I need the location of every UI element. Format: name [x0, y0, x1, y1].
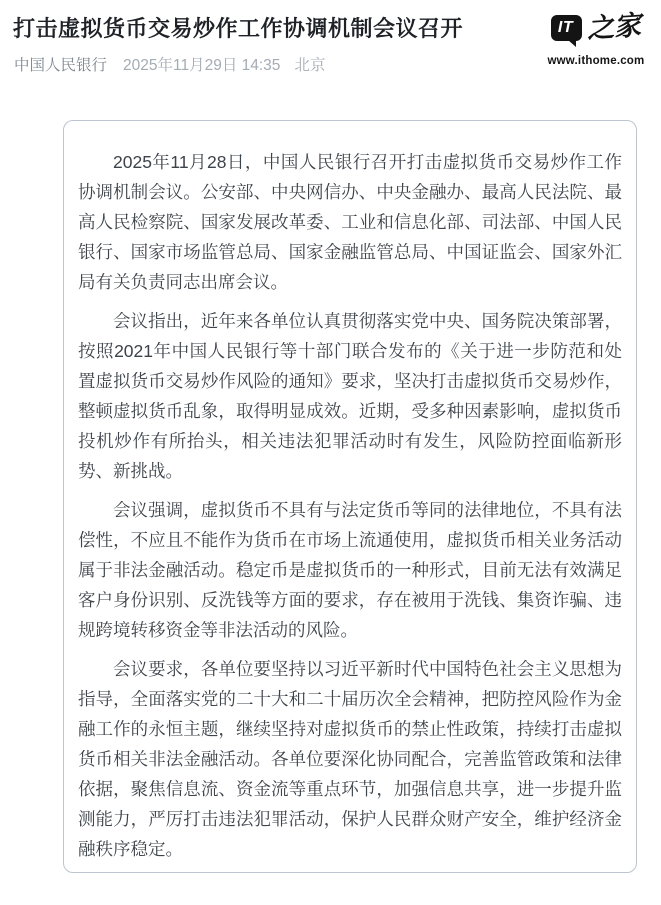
- ithome-logo-it-text: IT: [557, 19, 574, 36]
- ithome-speech-bubble-icon: [551, 15, 582, 41]
- article-paragraph-3: 会议强调，虚拟货币不具有与法定货币等同的法律地位，不具有法偿性，不应且不能作为货币在市场上流通使用，虚拟货币相关业务活动属于非法金融活动。稳定币是虚拟货币的一种形式，目前无法有效满足客户身份识别、反洗钱等方面的要求，存在被用于洗钱、集资诈骗、违规跨境转移资金等非法活动的风险。: [78, 500, 622, 640]
- ithome-logo[interactable]: [544, 12, 648, 67]
- page-title: 打击虚拟货币交易炒作工作协调机制会议召开: [13, 16, 464, 41]
- byline-source: 中国人民银行: [14, 57, 108, 74]
- article-paragraph-4: 会议要求，各单位要坚持以习近平新时代中国特色社会主义思想为指导，全面落实党的二十大和二十届历次全会精神，把防控风险作为金融工作的永恒主题，继续坚持对虚拟货币的禁止性政策，持续打击虚拟货币相关非法金融活动。各单位要深化协同配合，完善监管政策和法律依据，聚焦信息流、资金流等重点环节，加强信息共享，进一步提升监测能力，严厉打击违法犯罪活动，保护人民群众财产安全，维护经济金融秩序稳定。: [78, 659, 622, 859]
- article-body: [63, 120, 637, 873]
- ithome-logo-mark: [544, 12, 648, 48]
- ithome-logo-zhijia-text: 之家: [585, 10, 642, 45]
- byline-location: 北京: [294, 57, 326, 74]
- article-header: [0, 0, 661, 76]
- article-paragraph-2: 会议指出，近年来各单位认真贯彻落实党中央、国务院决策部署，按照2021年中国人民银行等十部门联合发布的《关于进一步防范和处置虚拟货币交易炒作风险的通知》要求，坚决打击虚拟货币交易炒作，整顿虚拟货币乱象，取得明显成效。近期，受多种因素影响，虚拟货币投机炒作有所抬头，相关违法犯罪活动时有发生，风险防控面临新形势、新挑战。: [78, 311, 622, 481]
- ithome-site-url[interactable]: www.ithome.com: [547, 55, 645, 67]
- article-paragraph-1: 2025年11月28日，中国人民银行召开打击虚拟货币交易炒作工作协调机制会议。公安部、中央网信办、中央金融办、最高人民法院、最高人民检察院、国家发展改革委、工业和信息化部、司法部、中国人民银行、国家市场监管总局、国家金融监管总局、中国证监会、国家外汇局有关负责同志出席会议。: [78, 152, 622, 292]
- byline-datetime: 2025年11月29日 14:35: [123, 57, 281, 74]
